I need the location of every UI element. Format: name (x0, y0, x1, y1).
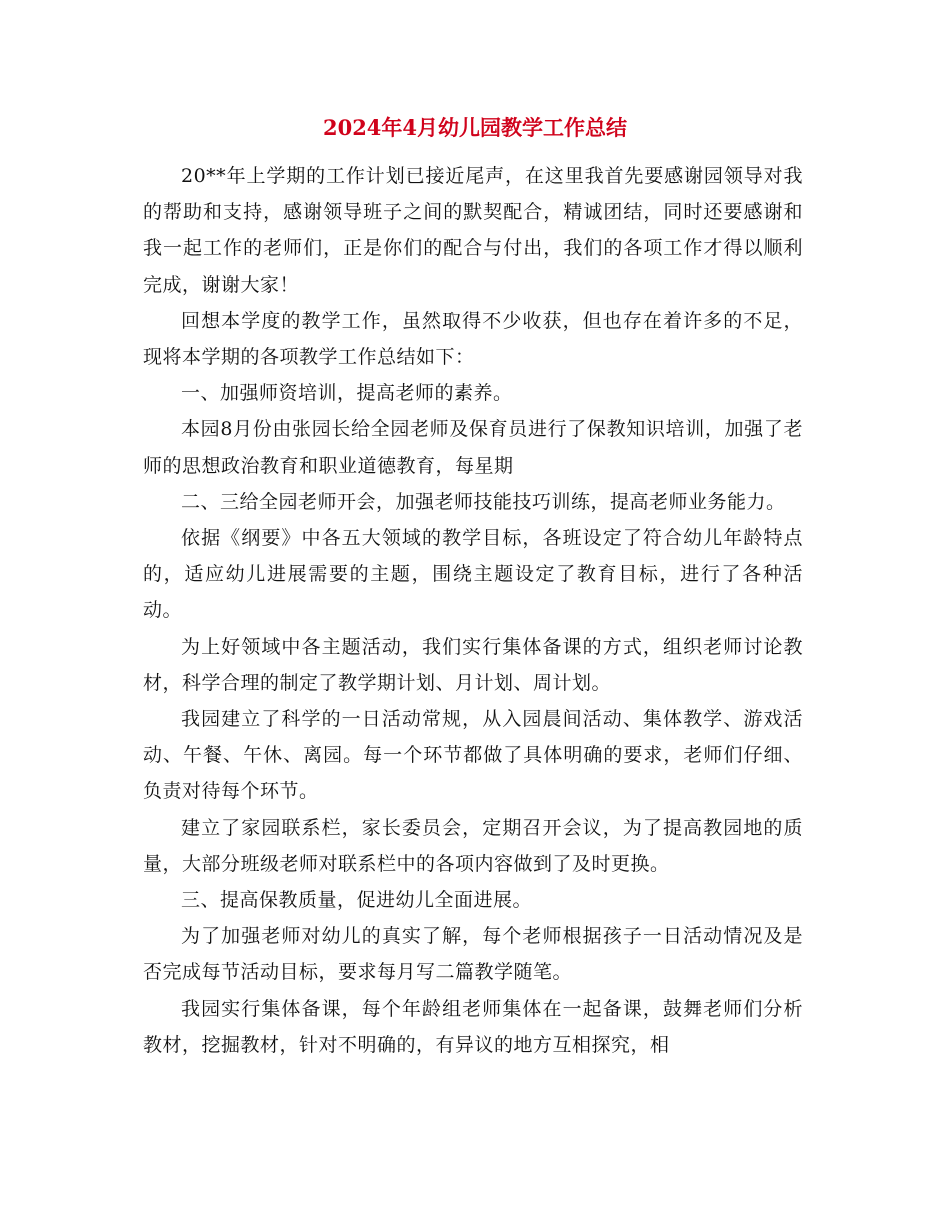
document-title: 2024年4月幼儿园教学工作总结 (322, 115, 628, 140)
paragraph: 依据《纲要》中各五大领域的教学目标，各班设定了符合幼儿年龄特点的，适应幼儿进展需要的主题，围绕主题设定了教育目标，进行了各种活动。 (143, 527, 803, 622)
document-body (143, 158, 803, 1063)
paragraph: 二、三给全园老师开会，加强老师技能技巧训练，提高老师业务能力。 (181, 490, 786, 513)
paragraph: 本园8月份由张园长给全园老师及保育员进行了保教知识培训，加强了老师的思想政治教育和职业道德教育，每星期 (143, 418, 803, 477)
paragraph: 一、加强师资培训，提高老师的素养。 (181, 382, 513, 405)
paragraph: 回想本学度的教学工作，虽然取得不少收获，但也存在着许多的不足，现将本学期的各项教学工作总结如下： (143, 309, 803, 369)
paragraph: 我园建立了科学的一日活动常规，从入园晨间活动、集体教学、游戏活动、午餐、午休、离园。每一个环节都做了具体明确的要求，老师们仔细、负责对待每个环节。 (143, 708, 803, 803)
paragraph: 为上好领域中各主题活动，我们实行集体备课的方式，组织老师讨论教材，科学合理的制定了教学期计划、月计划、周计划。 (143, 635, 803, 694)
paragraph: 建立了家园联系栏，家长委员会，定期召开会议，为了提高教园地的质量，大部分班级老师对联系栏中的各项内容做到了及时更换。 (143, 816, 803, 875)
paragraph: 我园实行集体备课，每个年龄组老师集体在一起备课，鼓舞老师们分析教材，挖掘教材，针对不明确的，有异议的地方互相探究，相 (143, 997, 803, 1056)
paragraph: 20**年上学期的工作计划已接近尾声，在这里我首先要感谢园领导对我的帮助和支持，感谢领导班子之间的默契配合，精诚团结，同时还要感谢和我一起工作的老师们，正是你们的配合与付出，我们的各项工作才得以顺利完成，谢谢大家！ (143, 165, 803, 296)
paragraph: 为了加强老师对幼儿的真实了解，每个老师根据孩子一日活动情况及是否完成每节活动目标，要求每月写二篇教学随笔。 (143, 925, 803, 984)
paragraph: 三、提高保教质量，促进幼儿全面进展。 (181, 889, 533, 912)
